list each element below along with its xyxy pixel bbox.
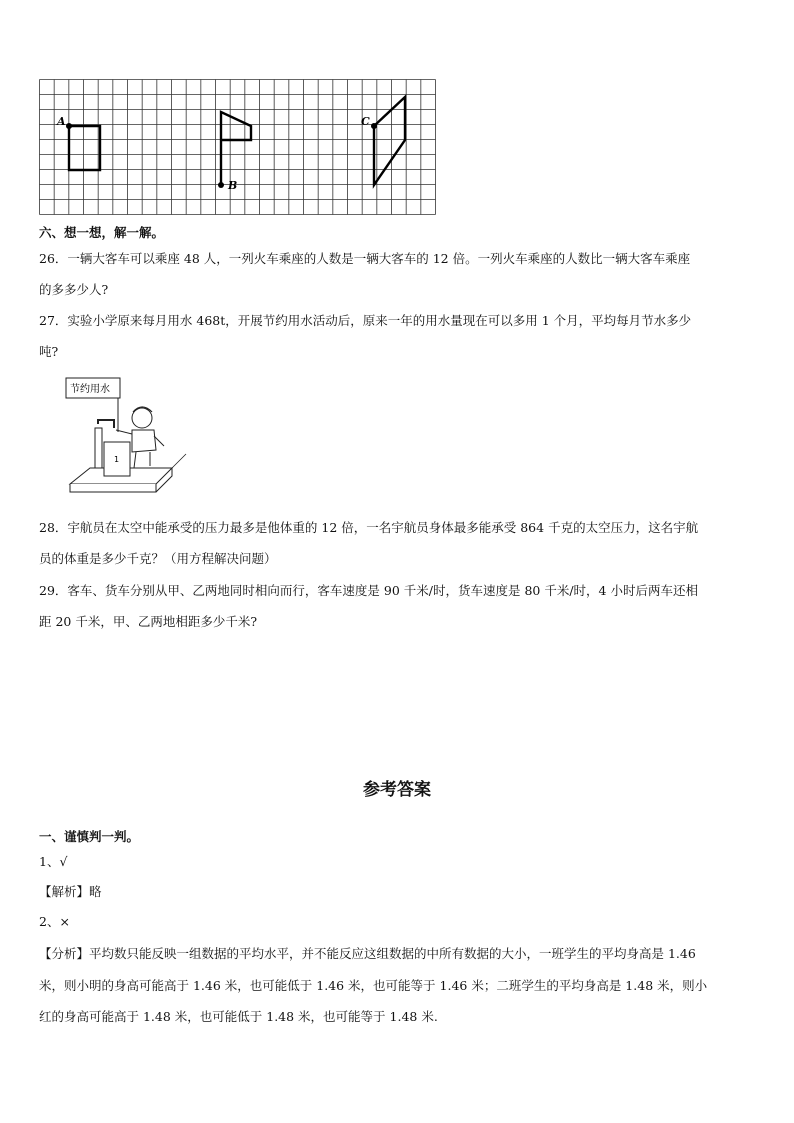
point-b — [218, 182, 224, 188]
bucket-mark: 1 — [114, 455, 120, 464]
q26-line2: 的多多少人? — [39, 282, 109, 297]
label-b: B — [228, 179, 238, 192]
point-c — [371, 123, 377, 129]
q26-line1: 26．一辆大客车可以乘座 48 人，一列火车乘座的人数是一辆大客车的 12 倍。一列火车乘座的人数比一辆大客车乘座 — [39, 251, 691, 266]
boy-head — [132, 408, 152, 428]
grid-figure — [39, 79, 436, 215]
q27-line2: 吨? — [39, 344, 59, 359]
label-c: C — [361, 115, 370, 128]
q28-line1: 28．宇航员在太空中能承受的压力最多是他体重的 12 倍，一名宇航员身体最多能承受 864 千克的太空压力，这名宇航 — [39, 520, 699, 535]
answer-2-analysis-line3: 红的身高可能高于 1.48 米，也可能低于 1.48 米，也可能等于 1.48 米. — [39, 1009, 438, 1024]
q29-line1: 29．客车、货车分别从甲、乙两地同时相向而行，客车速度是 90 千米/时，货车速度是 80 千米/时，4 小时后两车还相 — [39, 583, 698, 598]
answer-2-analysis-line2: 米，则小明的身高可能高于 1.46 米，也可能低于 1.46 米，也可能等于 1.46 米；二班学生的平均身高是 1.48 米，则小 — [39, 978, 708, 993]
answers-section1: 一、谨慎判一判。 — [39, 829, 140, 844]
q28-line2: 员的体重是多少千克？（用方程解决问题） — [39, 551, 277, 566]
label-a: A — [57, 115, 66, 128]
answer-2: 2、× — [39, 914, 70, 929]
point-a — [66, 123, 72, 129]
shape-rectangle-a — [69, 126, 100, 170]
shape-flag-b — [221, 112, 251, 185]
answer-2-analysis-line1: 【分析】平均数只能反映一组数据的平均水平，并不能反应这组数据的中所有数据的大小，一班学生的平均身高是 1.46 — [39, 946, 696, 961]
answer-1: 1、√ — [39, 854, 68, 869]
answers-title: 参考答案 — [363, 780, 431, 800]
sign-text: 节约用水 — [70, 384, 110, 395]
q29-line2: 距 20 千米，甲、乙两地相距多少千米? — [39, 614, 258, 629]
water-saving-illustration — [60, 372, 188, 496]
section6-heading: 六、想一想，解一解。 — [39, 225, 165, 240]
q27-line1: 27．实验小学原来每月用水 468t，开展节约用水活动后，原来一年的用水量现在可以多用 1 个月，平均每月节水多少 — [39, 313, 692, 328]
shape-parallelogram-c — [374, 97, 405, 185]
answer-1-analysis: 【解析】略 — [39, 884, 102, 899]
